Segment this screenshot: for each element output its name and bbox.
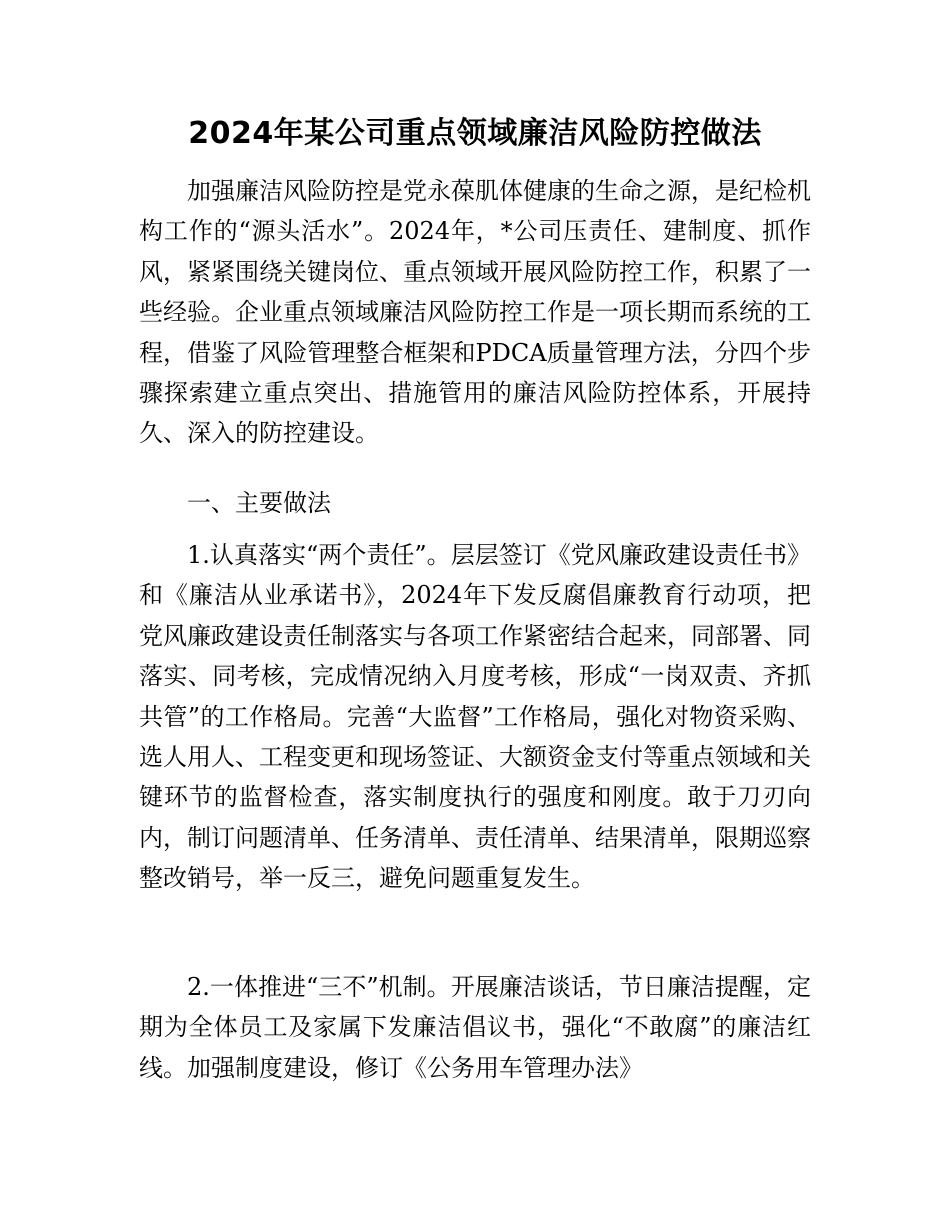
intro-paragraph: 加强廉洁风险防控是党永葆肌体健康的生命之源，是纪检机构工作的“源头活水”。2024年，*公司压责任、建制度、抓作风，紧紧围绕关键岗位、重点领域开展风险防控工作，积累了一些经验。企业重点领域廉洁风险防控工作是一项长期而系统的工程，借鉴了风险管理整合框架和PDCA质量管理方法，分四个步骤探索建立重点突出、措施管用的廉洁风险防控体系，开展持久、深入的防控建设。 — [139, 177, 811, 448]
item-two-paragraph: 2.一体推进“三不”机制。开展廉洁谈话，节日廉洁提醒，定期为全体员工及家属下发廉洁倡议书，强化“不敢腐”的廉洁红线。加强制度建设，修订《公务用车管理办法》 — [139, 973, 811, 1082]
item-one-paragraph: 1.认真落实“两个责任”。层层签订《党风廉政建设责任书》和《廉洁从业承诺书》，2024年下发反腐倡廉教育行动项，把党风廉政建设责任制落实与各项工作紧密结合起来，同部署、同落实、同考核，完成情况纳入月度考核，形成“一岗双责、齐抓共管”的工作格局。完善“大监督”工作格局，强化对物资采购、选人用人、工程变更和现场签证、大额资金支付等重点领域和关键环节的监督检查，落实制度执行的强度和刚度。敢于刀刃向内，制订问题清单、任务清单、责任清单、结果清单，限期巡察整改销号，举一反三，避免问题重复发生。 — [139, 541, 811, 893]
document-title: 2024年某公司重点领域廉洁风险防控做法 — [188, 116, 762, 151]
section-heading: 一、主要做法 — [187, 489, 331, 517]
